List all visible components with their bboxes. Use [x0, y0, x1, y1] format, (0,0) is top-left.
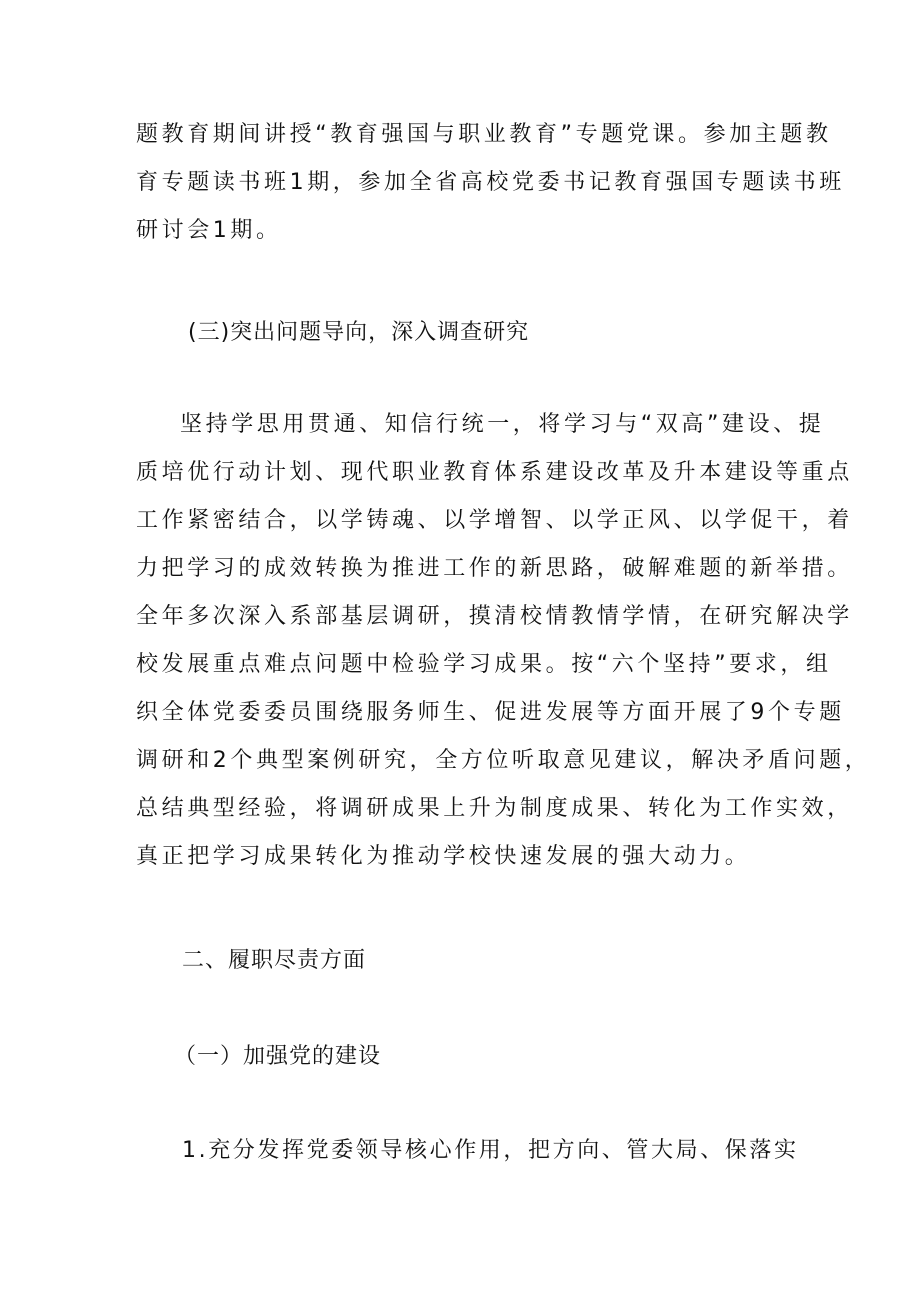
- paragraph-2-line-8: 调研和2个典型案例研究，全方位听取意见建议，解决矛盾问题，: [136, 748, 871, 773]
- paragraph-1-line-1: 题教育期间讲授“教育强国与职业教育”专题党课。参加主题教: [136, 122, 832, 147]
- paragraph-2-line-2: 质培优行动计划、现代职业教育体系建设改革及升本建设等重点: [136, 460, 853, 485]
- part-2-heading: 二、履职尽责方面: [182, 948, 367, 973]
- paragraph-1-line-2: 育专题读书班1期，参加全省高校党委书记教育强国专题读书班: [136, 170, 845, 195]
- paragraph-1-line-3: 研讨会1期。: [136, 218, 282, 243]
- paragraph-2-line-10: 真正把学习成果转化为推动学校快速发展的强大动力。: [136, 844, 751, 869]
- paragraph-2-line-6: 校发展重点难点问题中检验学习成果。按“六个坚持”要求，组: [136, 652, 832, 677]
- paragraph-2-line-3: 工作紧密结合，以学铸魂、以学增智、以学正风、以学促干，着: [136, 508, 853, 533]
- paragraph-2-line-7: 织全体党委委员围绕服务师生、促进发展等方面开展了9个专题: [136, 700, 845, 725]
- item-1-text: 1.充分发挥党委领导核心作用，把方向、管大局、保落实: [182, 1138, 799, 1163]
- paragraph-2-line-1: 坚持学思用贯通、知信行统一，将学习与“双高”建设、提: [180, 412, 825, 437]
- section-1-heading: （一）加强党的建设: [174, 1044, 382, 1069]
- paragraph-2-line-4: 力把学习的成效转换为推进工作的新思路，破解难题的新举措。: [136, 556, 853, 581]
- paragraph-2-line-5: 全年多次深入系部基层调研，摸清校情教情学情，在研究解决学: [136, 604, 853, 629]
- section-3-heading: (三)突出问题导向，深入调查研究: [188, 320, 530, 345]
- paragraph-2-line-9: 总结典型经验，将调研成果上升为制度成果、转化为工作实效，: [136, 796, 853, 821]
